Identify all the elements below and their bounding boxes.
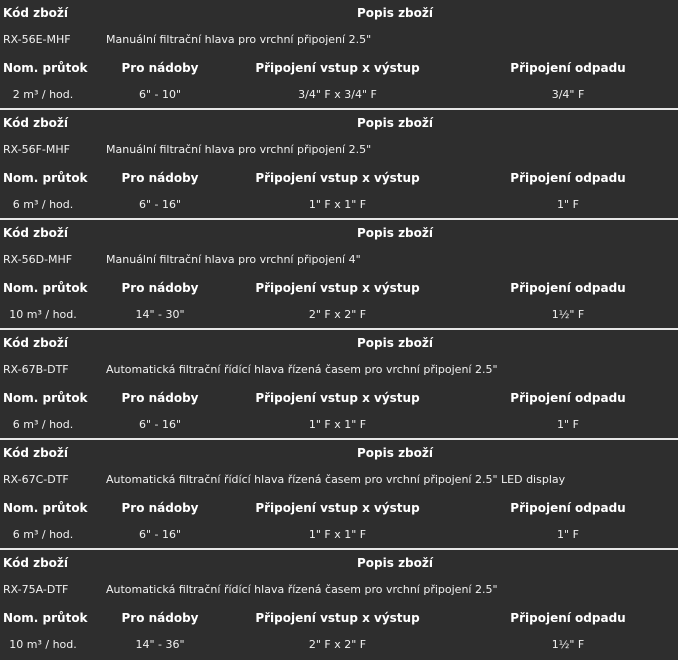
connection-header: Připojení vstup x výstup [255,171,420,185]
product-block [0,440,678,550]
connection-header: Připojení vstup x výstup [255,391,420,405]
vessel-value: 14" - 36" [135,638,185,651]
description-header: Popis zboží [357,446,433,460]
product-block [0,0,678,110]
product-description: Automatická filtrační řídící hlava řízená časem pro vrchní připojení 2.5" LED display [106,473,566,486]
flow-header: Nom. průtok [3,171,88,185]
drain-value: 1" F [557,528,579,541]
connection-value: 1" F x 1" F [308,198,367,211]
description-header: Popis zboží [357,116,433,130]
code-header: Kód zboží [3,116,69,130]
product-description: Manuální filtrační hlava pro vrchní připojení 4" [106,253,361,266]
flow-header: Nom. průtok [3,501,88,515]
product-code: RX-56F-MHF [3,143,70,156]
flow-value: 10 m³ / hod. [9,308,77,321]
connection-value: 2" F x 2" F [308,308,367,321]
connection-value: 3/4" F x 3/4" F [298,88,377,101]
flow-value: 10 m³ / hod. [9,638,77,651]
product-code: RX-67B-DTF [3,363,69,376]
connection-value: 1" F x 1" F [308,528,367,541]
drain-header: Připojení odpadu [510,611,626,625]
drain-value: 1½" F [551,308,585,321]
vessel-value: 6" - 16" [138,418,182,431]
vessel-header: Pro nádoby [121,391,199,405]
product-block [0,550,678,660]
code-header: Kód zboží [3,226,69,240]
description-header: Popis zboží [357,6,433,20]
drain-header: Připojení odpadu [510,171,626,185]
drain-header: Připojení odpadu [510,501,626,515]
product-code: RX-56D-MHF [3,253,73,266]
drain-value: 1" F [557,418,579,431]
vessel-header: Pro nádoby [121,171,199,185]
drain-value: 1½" F [551,638,585,651]
product-block [0,220,678,330]
flow-header: Nom. průtok [3,611,88,625]
drain-header: Připojení odpadu [510,391,626,405]
flow-value: 6 m³ / hod. [12,198,74,211]
product-code: RX-56E-MHF [3,33,71,46]
code-header: Kód zboží [3,446,69,460]
vessel-value: 6" - 16" [138,198,182,211]
drain-value: 1" F [557,198,579,211]
code-header: Kód zboží [3,336,69,350]
vessel-header: Pro nádoby [121,501,199,515]
code-header: Kód zboží [3,556,69,570]
drain-header: Připojení odpadu [510,61,626,75]
flow-value: 6 m³ / hod. [12,418,74,431]
flow-value: 6 m³ / hod. [12,528,74,541]
vessel-value: 14" - 30" [135,308,185,321]
description-header: Popis zboží [357,336,433,350]
drain-value: 3/4" F [551,88,585,101]
drain-header: Připojení odpadu [510,281,626,295]
connection-header: Připojení vstup x výstup [255,501,420,515]
connection-header: Připojení vstup x výstup [255,611,420,625]
product-code: RX-67C-DTF [3,473,69,486]
vessel-header: Pro nádoby [121,281,199,295]
vessel-header: Pro nádoby [121,61,199,75]
connection-value: 1" F x 1" F [308,418,367,431]
product-description: Manuální filtrační hlava pro vrchní připojení 2.5" [106,143,372,156]
connection-value: 2" F x 2" F [308,638,367,651]
flow-value: 2 m³ / hod. [12,88,74,101]
description-header: Popis zboží [357,226,433,240]
vessel-value: 6" - 16" [138,528,182,541]
connection-header: Připojení vstup x výstup [255,281,420,295]
product-description: Manuální filtrační hlava pro vrchní připojení 2.5" [106,33,372,46]
connection-header: Připojení vstup x výstup [255,61,420,75]
product-block [0,110,678,220]
product-description: Automatická filtrační řídící hlava řízená časem pro vrchní připojení 2.5" [106,583,498,596]
flow-header: Nom. průtok [3,391,88,405]
vessel-header: Pro nádoby [121,611,199,625]
product-description: Automatická filtrační řídící hlava řízená časem pro vrchní připojení 2.5" [106,363,498,376]
flow-header: Nom. průtok [3,281,88,295]
flow-header: Nom. průtok [3,61,88,75]
product-block [0,330,678,440]
description-header: Popis zboží [357,556,433,570]
product-code: RX-75A-DTF [3,583,69,596]
vessel-value: 6" - 10" [138,88,182,101]
code-header: Kód zboží [3,6,69,20]
